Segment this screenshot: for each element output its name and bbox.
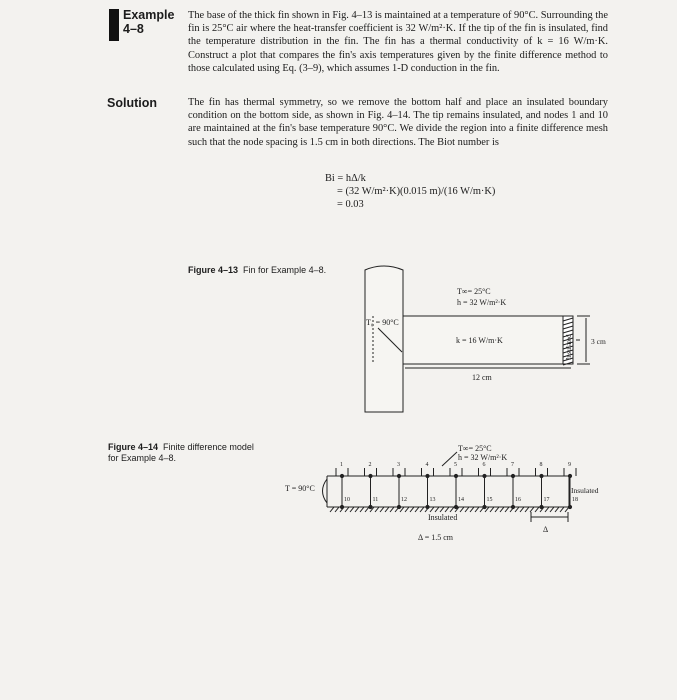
insulation-hatch <box>475 507 479 512</box>
insulation-hatch <box>350 507 354 512</box>
fin-length-label: 12 cm <box>472 373 492 382</box>
insulation-hatch <box>440 507 444 512</box>
insulation-hatch <box>495 507 499 512</box>
biot-line-1: Bi = hΔ/k <box>325 173 366 184</box>
base-brace <box>323 479 328 503</box>
insulation-hatch <box>415 507 419 512</box>
insulation-hatch <box>505 507 509 512</box>
node-label-top: 3 <box>397 462 400 468</box>
node-label-bottom: 10 <box>344 497 350 503</box>
insulation-hatch <box>395 507 399 512</box>
problem-statement: The base of the thick fin shown in Fig. 4–13 is maintained at a temperature of 90°C. Surrounding the fin is 25°C air where the heat-transfer coefficient is 32 W/m²·K. If the tip of the fin is insulated, find the temperature distribution in the fin. The fin has a thermal conductivity of k = 16 W/m·K. Construct a plot that compares the fin's axis temperatures given by the finite difference method to those calculated using Eq. (3–9), which assumes 1-D conduction in the fin. <box>188 10 608 74</box>
insulation-hatch <box>435 507 439 512</box>
fin-conductivity: k = 16 W/m·K <box>456 336 503 345</box>
insulation-hatch <box>375 507 379 512</box>
insulation-hatch <box>535 507 539 512</box>
figure-14-number: Figure 4–14 <box>108 442 159 452</box>
insulation-hatch <box>390 507 394 512</box>
solution-label: Solution <box>107 96 157 110</box>
fin-h-coeff: h = 32 W/m²·K <box>457 298 507 307</box>
solution-text: The fin has thermal symmetry, so we remove the bottom half and place an insulated boundary condition on the bottom side, as shown in Fig. 4–14. The tip remains insulated, and nodes 1 and 10 are maintained at the fin's base temperature 90°C. We divide the region into a finite difference mesh such that the node spacing is 1.5 cm in both directions. The Biot number is <box>188 97 608 148</box>
mesh-node-bottom <box>369 505 372 508</box>
insulation-hatch <box>500 507 504 512</box>
fin-insulated-label: Insulated <box>565 334 573 360</box>
fin-ambient-temp: T∞= 25°C <box>457 287 491 296</box>
insulation-hatch <box>520 507 524 512</box>
mesh-node-top <box>454 474 457 477</box>
insulation-hatch <box>365 507 369 512</box>
fin-base-temp: T₀ = 90°C <box>366 318 399 327</box>
insulation-hatch <box>465 507 469 512</box>
mesh-node-top <box>540 474 543 477</box>
insulation-hatch <box>380 507 384 512</box>
mesh-node-top <box>483 474 486 477</box>
example-word: Example <box>123 8 175 22</box>
node-label-top: 8 <box>539 462 543 468</box>
mesh-node-top <box>340 474 343 477</box>
figure-13-title: Fin for Example 4–8. <box>243 265 327 275</box>
node-label-bottom: 13 <box>429 497 436 503</box>
node-label-top: 9 <box>568 462 571 468</box>
insulation-hatch <box>545 507 549 512</box>
insulation-hatch <box>530 507 534 512</box>
delta-symbol: Δ <box>543 525 549 534</box>
insulation-hatch <box>405 507 409 512</box>
biot-line-2: = (32 W/m²·K)(0.015 m)/(16 W/m·K) <box>337 186 496 197</box>
node-label-bottom: 14 <box>458 497 464 503</box>
node-label-bottom: 18 <box>572 497 578 503</box>
fin-height-label: 3 cm <box>591 337 606 346</box>
insulation-hatch <box>565 507 569 512</box>
node-label-bottom: 12 <box>401 497 407 503</box>
mesh-ambient-temp: T∞= 25°C <box>458 444 492 453</box>
node-label-top: 6 <box>482 462 486 468</box>
figure-14-title: Finite difference model for Example 4–8. <box>108 442 254 463</box>
node-label-top: 1 <box>340 462 343 468</box>
insulation-hatch <box>515 507 519 512</box>
insulation-hatch <box>525 507 529 512</box>
node-label-bottom: 15 <box>486 497 493 503</box>
insulation-hatch <box>355 507 359 512</box>
insulation-hatch <box>460 507 464 512</box>
insulation-hatch <box>345 507 349 512</box>
insulation-hatch <box>450 507 454 512</box>
mesh-node-top <box>369 474 372 477</box>
node-label-bottom: 16 <box>515 497 521 503</box>
biot-line-3: = 0.03 <box>337 199 364 210</box>
node-label-top: 5 <box>454 462 457 468</box>
insulation-hatch <box>420 507 424 512</box>
mesh-nodes <box>330 468 576 512</box>
node-label-bottom: 17 <box>543 497 550 503</box>
mesh-diagram <box>323 452 577 522</box>
mesh-labels <box>340 462 578 503</box>
insulation-hatch <box>445 507 449 512</box>
figure-13-number: Figure 4–13 <box>188 265 239 275</box>
mesh-bottom-insulated: Insulated <box>428 513 458 522</box>
insulation-hatch <box>550 507 554 512</box>
insulation-hatch <box>430 507 434 512</box>
insulation-hatch <box>385 507 389 512</box>
node-label-top: 2 <box>368 462 372 468</box>
mesh-base-temp: T = 90°C <box>285 484 315 493</box>
mesh-node-top <box>511 474 514 477</box>
node-label-top: 4 <box>425 462 429 468</box>
insulation-hatch <box>330 507 334 512</box>
insulation-hatch <box>410 507 414 512</box>
mesh-spacing: Δ = 1.5 cm <box>418 533 453 542</box>
mesh-node-top <box>426 474 429 477</box>
mesh-h-coeff: h = 32 W/m²·K <box>458 453 508 462</box>
mesh-tip-insulated: Insulated <box>571 486 599 495</box>
node-label-top: 7 <box>511 462 514 468</box>
insulation-hatch <box>555 507 559 512</box>
mesh-node-top <box>397 474 400 477</box>
insulation-hatch <box>490 507 494 512</box>
node-label-bottom: 11 <box>372 497 379 503</box>
wall <box>365 266 403 412</box>
mesh-node-top <box>568 474 571 477</box>
insulation-hatch <box>480 507 484 512</box>
mesh-node-bottom <box>454 505 457 508</box>
insulation-hatch <box>470 507 474 512</box>
insulation-hatch <box>560 507 564 512</box>
insulation-hatch <box>335 507 339 512</box>
example-number: 4–8 <box>123 22 144 36</box>
insulation-hatch <box>360 507 364 512</box>
